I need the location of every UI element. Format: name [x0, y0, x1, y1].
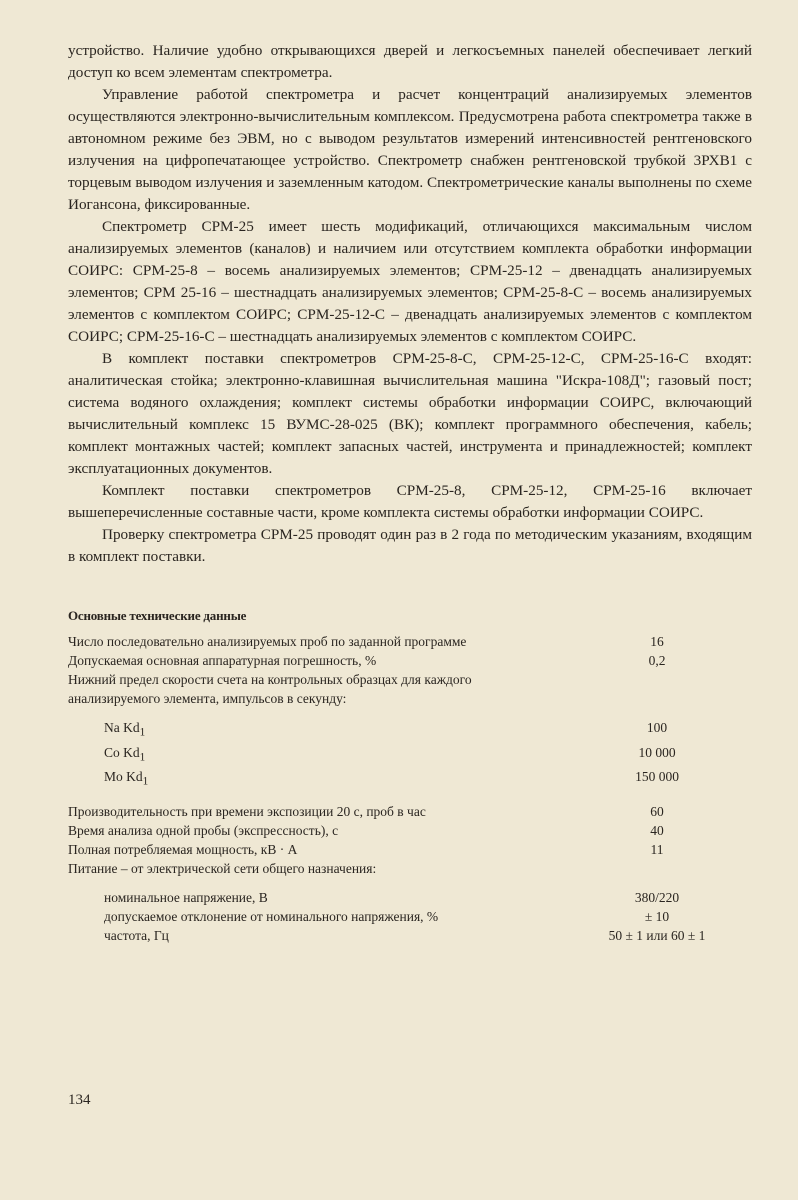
- spec-row-productivity: [68, 802, 752, 821]
- spec-value: 60: [650, 804, 664, 820]
- spec-value: 10 000: [638, 744, 676, 760]
- specs-table: [68, 632, 752, 945]
- paragraph-2: Управление работой спектрометра и расчет концентраций анализируемых элементов осуществляются электронно-вычислительным комплексом. Предусмотрена работа спектрометра также в автономном режиме без ЭВМ, но с выводом результатов измерений интенсивностей рентгеновского излучения на цифропечатающее устройство. Спектрометр снабжен рентгеновской трубкой 3РХВ1 с торцевым выводом излучения и заземленным катодом. Спектрометрические каналы выполнены по схеме Иогансона, фиксированные.: [68, 86, 752, 213]
- page-number: 134: [68, 1092, 91, 1108]
- spec-label: Время анализа одной пробы (экспрессность), с: [68, 823, 339, 839]
- spec-row-frequency: [68, 926, 752, 945]
- spec-label: Na Kd: [104, 720, 140, 735]
- spec-label: Питание – от электрической сети общего назначения:: [68, 861, 377, 877]
- spec-value: 16: [650, 634, 664, 649]
- spec-value: ± 10: [644, 909, 670, 925]
- spec-value: 380/220: [634, 890, 680, 906]
- spec-label: Нижний предел скорости счета на контрольных образцах для каждого анализируемого элемента, импульсов в секунду:: [68, 672, 472, 706]
- spec-row-rate: [68, 670, 752, 708]
- spec-row-time: [68, 821, 752, 840]
- spec-value: 150 000: [635, 769, 679, 785]
- spec-row-mo: [68, 767, 752, 792]
- spec-value: 11: [650, 842, 664, 858]
- spec-label: частота, Гц: [104, 928, 169, 944]
- spec-row-deviation: [68, 907, 752, 926]
- paragraph-3: Спектрометр СРМ-25 имеет шесть модификаций, отличающихся максимальным числом анализируемых элементов (каналов) и наличием или отсутствием комплекта обработки информации СОИРС: СРМ-25-8 – восемь анализируемых элементов; СРМ-25-12 – двенадцать анализируемых элементов; СРМ 25-16 – шестнадцать анализируемых элементов; СРМ-25-8-С – восемь анализируемых элементов с комплектом СОИРС; СРМ-25-12-С – двенадцать анализируемых элементов с комплектом СОИРС; СРМ-25-16-С – шестнадцать анализируемых элементов с комплектом СОИРС.: [68, 218, 752, 345]
- spec-row-supply: [68, 859, 752, 878]
- spec-value: 100: [646, 720, 668, 735]
- paragraph-6: Проверку спектрометра СРМ-25 проводят один раз в 2 года по методическим указаниям, входящим в комплект поставки.: [68, 526, 752, 565]
- spec-label: Co Kd: [104, 744, 140, 760]
- paragraph-5: Комплект поставки спектрометров СРМ-25-8, СРМ-25-12, СРМ-25-16 включает вышеперечисленные составные части, кроме комплекта системы обработки информации СОИРС.: [68, 482, 752, 521]
- spec-label: Производительность при времени экспозиции 20 с, проб в час: [68, 804, 426, 820]
- spec-row-co: [68, 743, 752, 768]
- spec-row-na: [68, 718, 752, 743]
- spec-value: 50 ± 1 или 60 ± 1: [608, 928, 706, 944]
- spec-label: Допускаемая основная аппаратурная погрешность, %: [68, 653, 377, 668]
- spec-label: Число последовательно анализируемых проб по заданной программе: [68, 634, 467, 649]
- spec-row-voltage: [68, 888, 752, 907]
- subscript: 1: [139, 726, 146, 739]
- spec-row-error: [68, 651, 752, 670]
- spec-row-power: [68, 840, 752, 859]
- spec-label: допускаемое отклонение от номинального напряжения, %: [104, 909, 439, 925]
- spec-label: Mo Kd: [104, 769, 143, 785]
- spec-row-samples: [68, 632, 752, 651]
- paragraph-1: устройство. Наличие удобно открывающихся дверей и легкосъемных панелей обеспечивает легкий доступ ко всем элементам спектрометра.: [68, 42, 752, 81]
- page-content: [68, 40, 752, 945]
- spec-label: номинальное напряжение, В: [104, 890, 268, 906]
- section-title: Основные технические данные: [68, 608, 247, 623]
- spec-value: 0,2: [648, 653, 666, 668]
- spec-label: Полная потребляемая мощность, кВ · А: [68, 842, 298, 858]
- subscript: 1: [142, 776, 149, 789]
- spec-value: 40: [650, 823, 664, 839]
- subscript: 1: [139, 751, 146, 764]
- paragraph-4: В комплект поставки спектрометров СРМ-25-8-С, СРМ-25-12-С, СРМ-25-16-С входят: аналитическая стойка; электронно-клавишная вычислительная машина "Искра-108Д"; газовый пост; система водяного охлаждения; комплект системы обработки информации СОИРС, включающий вычислительный комплекс 15 ВУМС-28-025 (ВК); комплект программного обеспечения, кабель; комплект монтажных частей; комплект запасных частей, инструмента и принадлежностей; комплект эксплуатационных документов.: [68, 350, 752, 477]
